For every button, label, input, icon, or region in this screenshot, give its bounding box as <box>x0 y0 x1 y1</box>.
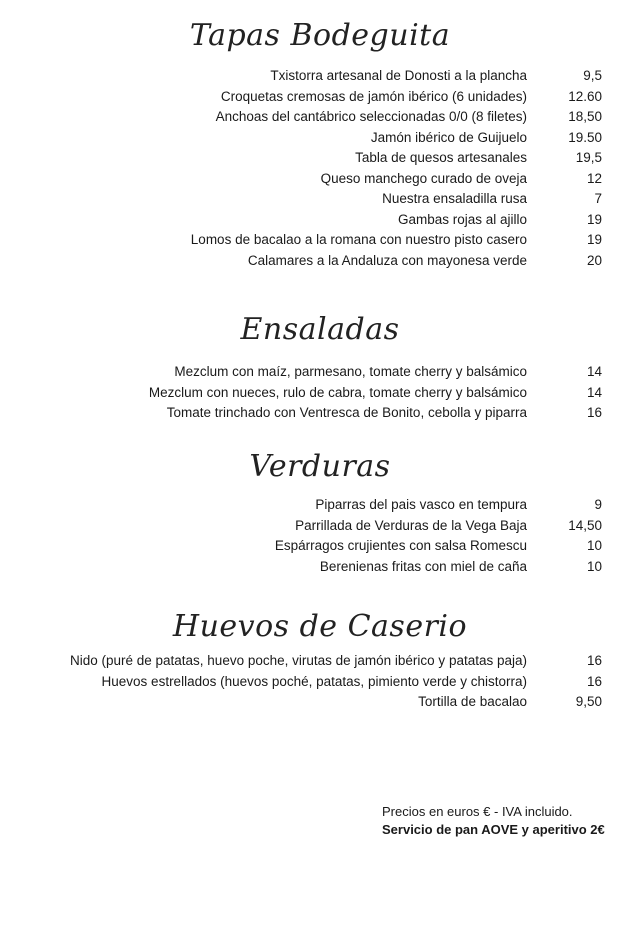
menu-item <box>0 128 640 149</box>
item-price: 14 <box>586 364 602 379</box>
item-name: Nido (puré de patatas, huevo poche, virutas de jamón ibérico y patatas paja) <box>69 653 527 668</box>
item-name: Queso manchego curado de oveja <box>320 170 527 186</box>
section-title: Huevos de Caserio <box>172 609 468 644</box>
item-list <box>0 495 640 577</box>
item-price: 9,5 <box>583 68 602 83</box>
item-name: Nuestra ensaladilla rusa <box>382 191 527 206</box>
item-price: 19 <box>586 211 602 227</box>
menu-item <box>0 230 640 251</box>
section-huevos <box>0 605 640 713</box>
item-name: Txistorra artesanal de Donosti a la plancha <box>270 68 527 83</box>
item-list <box>0 362 640 424</box>
menu-item <box>0 87 640 108</box>
item-name: Tabla de quesos artesanales <box>355 150 527 165</box>
item-price: 16 <box>586 673 602 689</box>
item-name: Mezclum con nueces, rulo de cabra, tomate cherry y balsámico <box>148 384 527 400</box>
section-title: Verduras <box>249 449 391 484</box>
item-name: Berenienas fritas con miel de caña <box>319 558 527 574</box>
menu-item <box>0 148 640 169</box>
menu-item <box>0 66 640 87</box>
item-name: Jamón ibérico de Guijuelo <box>370 129 527 145</box>
item-price: 9,50 <box>575 694 602 709</box>
section-verduras <box>0 445 640 577</box>
menu-item <box>0 383 640 404</box>
item-price: 14 <box>586 384 602 400</box>
item-name: Espárragos crujientes con salsa Romescu <box>274 538 527 553</box>
menu-item <box>0 516 640 537</box>
bread-service-note: Servicio de pan AOVE y aperitivo 2€ <box>382 822 605 837</box>
item-price: 9 <box>594 497 602 512</box>
item-price: 16 <box>586 405 602 420</box>
item-price: 18,50 <box>568 109 602 124</box>
item-price: 20 <box>586 252 602 268</box>
item-price: 19,5 <box>575 150 602 165</box>
item-name: Anchoas del cantábrico seleccionadas 0/0 (8 filetes) <box>215 109 527 124</box>
menu-item <box>0 107 640 128</box>
item-name: Calamares a la Andaluza con mayonesa verde <box>247 252 527 268</box>
menu-item <box>0 651 640 672</box>
section-title: Ensaladas <box>240 312 400 347</box>
section-ensaladas <box>0 308 640 424</box>
item-price: 12 <box>586 170 602 186</box>
menu-item <box>0 557 640 578</box>
item-name: Lomos de bacalao a la romana con nuestro pisto casero <box>190 232 527 247</box>
price-note-line: Precios en euros € - IVA incluido. <box>382 804 573 819</box>
item-name: Piparras del pais vasco en tempura <box>315 497 527 512</box>
item-name: Mezclum con maíz, parmesano, tomate cherry y balsámico <box>174 364 527 379</box>
menu-item <box>0 672 640 693</box>
item-price: 7 <box>594 191 602 206</box>
section-tapas <box>0 14 640 271</box>
section-title: Tapas Bodeguita <box>189 18 451 53</box>
item-name: Parrillada de Verduras de la Vega Baja <box>295 517 527 533</box>
item-price: 19 <box>586 232 602 247</box>
menu-item <box>0 403 640 424</box>
item-price: 12.60 <box>568 88 602 104</box>
menu-item <box>0 692 640 713</box>
menu-item <box>0 169 640 190</box>
item-name: Croquetas cremosas de jamón ibérico (6 unidades) <box>220 88 527 104</box>
price-note <box>382 803 605 839</box>
menu-item <box>0 189 640 210</box>
menu-item <box>0 495 640 516</box>
menu-item <box>0 536 640 557</box>
item-price: 14,50 <box>568 517 602 533</box>
item-price: 10 <box>586 538 602 553</box>
menu-item <box>0 251 640 272</box>
item-list <box>0 66 640 271</box>
item-price: 10 <box>586 558 602 574</box>
item-name: Tomate trinchado con Ventresca de Bonito, cebolla y piparra <box>166 405 527 420</box>
item-list <box>0 651 640 713</box>
item-name: Huevos estrellados (huevos poché, patatas, pimiento verde y chistorra) <box>101 673 527 689</box>
menu-item <box>0 210 640 231</box>
menu-item <box>0 362 640 383</box>
item-name: Tortilla de bacalao <box>418 694 527 709</box>
item-name: Gambas rojas al ajillo <box>397 211 527 227</box>
item-price: 16 <box>586 653 602 668</box>
item-price: 19.50 <box>568 129 602 145</box>
